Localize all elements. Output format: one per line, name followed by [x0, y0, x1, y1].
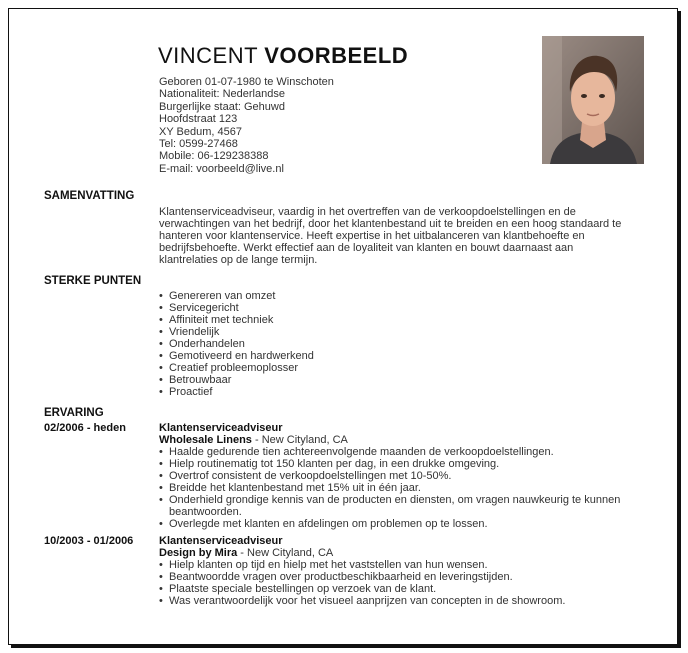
experience-heading: ERVARING [44, 407, 104, 419]
company-location: - New Cityland, CA [237, 547, 334, 559]
phone: Tel: 0599-27468 [159, 138, 238, 151]
list-item: • Overlegde met klanten en afdelingen om problemen op te lossen. [159, 518, 629, 530]
list-item: • Proactief [159, 386, 629, 398]
job-entry [159, 535, 629, 607]
list-item: • Onderhandelen [159, 338, 629, 350]
list-item: • Hielp routinematig tot 150 klanten per dag, in een drukke omgeving. [159, 458, 629, 470]
list-item: • Vriendelijk [159, 326, 629, 338]
birth-info: Geboren 01-07-1980 te Winschoten [159, 76, 334, 88]
mobile: Mobile: 06-129238388 [159, 150, 269, 163]
contact-details [159, 76, 334, 175]
job-title: Klantenserviceadviseur [159, 535, 283, 547]
list-item: • Was verantwoordelijk voor het visueel aanprijzen van concepten in de showroom. [159, 595, 629, 607]
summary-text: Klantenserviceadviseur, vaardig in het overtreffen van de verkoopdoelstellingen en de verwachtingen van het bedrijf, door het klantenbestand uit te breiden en een hoog standaard te hanteren voor klantenservice. Heeft expertise in het uitbalanceren van klantbehoefte en bedrijfsbehoefte. Werkt effectief aan de loyaliteit van klanten en bouwt daarnaast aan klantrelaties op de lange termijn. [159, 206, 622, 266]
job-title: Klantenserviceadviseur [159, 422, 283, 434]
list-item: • Creatief probleemoplosser [159, 362, 629, 374]
strengths-section [159, 290, 629, 398]
list-item: • Betrouwbaar [159, 374, 629, 386]
job-duties [159, 446, 629, 530]
strengths-list [159, 290, 629, 398]
list-item: • Onderhield grondige kennis van de producten en diensten, om vragen nauwkeurig te kunnen beantwoorden. [159, 494, 629, 518]
portrait-illustration [542, 36, 644, 164]
job-dates: 02/2006 - heden [44, 422, 126, 434]
summary-section [159, 206, 629, 266]
job-dates: 10/2003 - 01/2006 [44, 535, 134, 547]
list-item: • Beantwoordde vragen over productbeschikbaarheid en leveringstijden. [159, 571, 629, 583]
nationality: Nationaliteit: Nederlandse [159, 88, 285, 101]
strengths-heading: STERKE PUNTEN [44, 275, 142, 287]
first-name: VINCENT [158, 43, 258, 68]
company-name: Design by Mira [159, 547, 238, 559]
marital-status: Burgerlijke staat: Gehuwd [159, 100, 285, 113]
street-address: Hoofdstraat 123 [159, 113, 238, 126]
last-name: VOORBEELD [264, 43, 409, 68]
email: E-mail: voorbeeld@live.nl [159, 162, 284, 175]
list-item: • Affiniteit met techniek [159, 314, 629, 326]
list-item: • Haalde gedurende tien achtereenvolgende maanden de verkoopdoelstellingen. [159, 446, 629, 458]
summary-heading: SAMENVATTING [44, 190, 135, 202]
list-item: • Servicegericht [159, 302, 629, 314]
list-item: • Plaatste speciale bestellingen op verzoek van de klant. [159, 583, 629, 595]
company-name: Wholesale Linens [159, 434, 252, 446]
list-item: • Overtrof consistent de verkoopdoelstellingen met 10-50%. [159, 470, 629, 482]
list-item: • Breidde het klantenbestand met 15% uit in één jaar. [159, 482, 629, 494]
profile-photo [542, 36, 644, 164]
job-duties [159, 559, 629, 607]
job-company [159, 434, 629, 446]
job-company [159, 547, 629, 559]
list-item: • Gemotiveerd en hardwerkend [159, 350, 629, 362]
company-location: - New Cityland, CA [251, 434, 348, 446]
postal-city: XY Bedum, 4567 [159, 125, 242, 138]
candidate-name [158, 43, 408, 69]
list-item: • Hielp klanten op tijd en hielp met het vaststellen van hun wensen. [159, 559, 629, 571]
job-entry [159, 422, 629, 530]
list-item: • Genereren van omzet [159, 290, 629, 302]
